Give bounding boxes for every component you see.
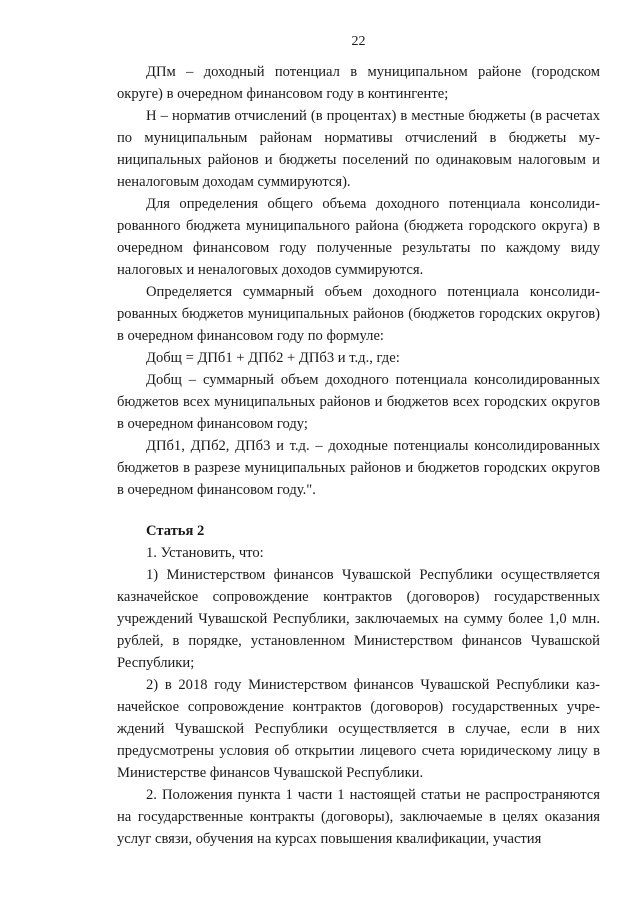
clause-2: 2. Положения пункта 1 части 1 настоящей статьи не распространяются на государственные контракты (договоры), заключаемые в целях оказания услуг связи, обучения на курсах повышения квалификации, участия xyxy=(117,787,600,847)
clause-1-item-1: 1) Министерством финансов Чувашской Республики осуществляется казначейское сопровождение контрактов (договоров) государственных учреждений Чувашской Республики, заключаемых на сумму более 1,0 млн. рублей, в порядке, установленном Министерством финансов Чувашской Республики; xyxy=(117,567,600,671)
paragraph-consolidated-potential: Для определения общего объема доходного потенциала консолидированного бюджета муниципального района (бюджета городского округа) в очередном финансовом году полученные результаты по каждому виду налоговых и неналоговых доходов суммируются. xyxy=(117,196,600,278)
formula: Добщ = ДПб1 + ДПб2 + ДПб3 и т.д., где: xyxy=(146,350,400,366)
paragraph-total-potential: Определяется суммарный объем доходного потенциала консолидированных бюджетов муниципальных районов (бюджетов городских округов) в очередном финансовом году по формуле: xyxy=(117,284,600,344)
clause-1: 1. Установить, что: xyxy=(146,545,264,561)
definition-dobshch: Добщ – суммарный объем доходного потенциала консолидированных бюджетов всех муниципальных районов и бюджетов всех городских округов в очередном финансовом году; xyxy=(117,372,600,432)
definition-n: Н – норматив отчислений (в процентах) в местные бюджеты (в расчетах по муниципальным районам нормативы отчислений в бюджеты муниципальных районов и бюджеты поселений по одинаковым налоговым и неналоговым доходам суммируются). xyxy=(117,108,600,190)
definition-dpm: ДПм – доходный потенциал в муниципальном районе (городском округе) в очередном финансовом году в контингенте; xyxy=(117,64,600,102)
document-body xyxy=(117,61,600,850)
clause-1-item-2: 2) в 2018 году Министерством финансов Чувашской Республики казначейское сопровождение контрактов (договоров) государственных учреждений Чувашской Республики осуществляется в случае, если в них предусмотрены условия об открытии лицевого счета юридическому лицу в Министерстве финансов Чувашской Республики. xyxy=(117,677,600,781)
article-heading: Статья 2 xyxy=(146,523,205,539)
page-number: 22 xyxy=(351,34,366,49)
definition-dpb: ДПб1, ДПб2, ДПб3 и т.д. – доходные потенциалы консолидированных бюджетов в разрезе муниципальных районов и бюджетов городских округов в очередном финансовом году.". xyxy=(117,438,600,498)
